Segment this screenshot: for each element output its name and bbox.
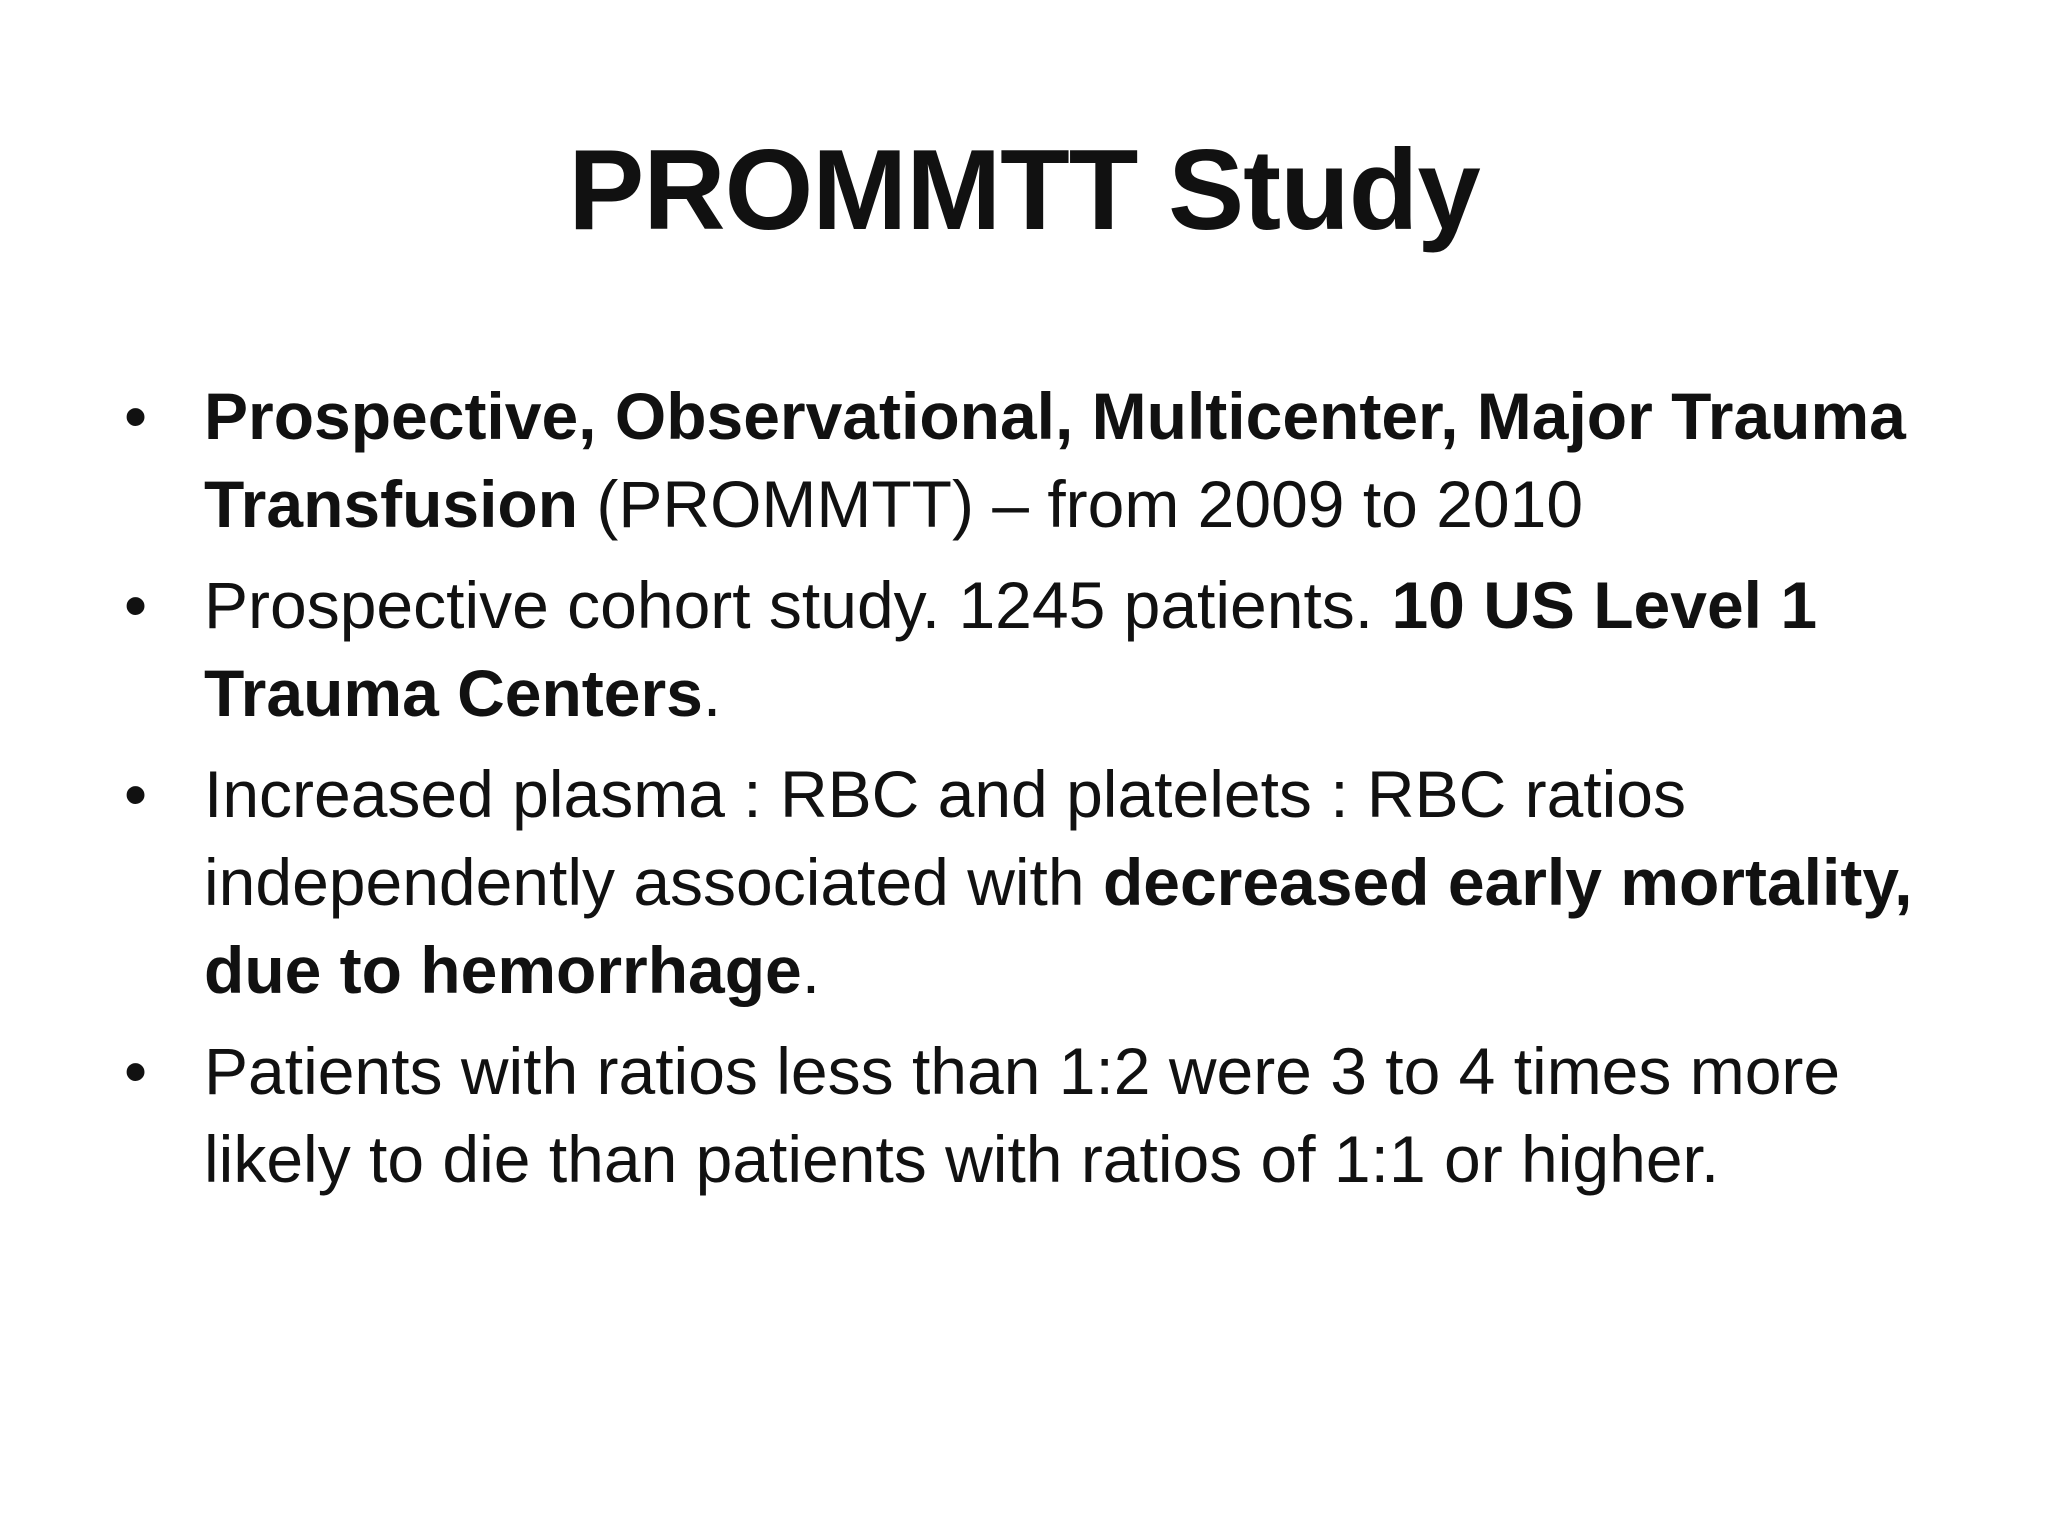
bullet-list: [118, 372, 1948, 1216]
bullet-text: (PROMMTT) – from 2009 to 2010: [578, 467, 1584, 541]
bullet-icon: •: [124, 568, 148, 642]
bullet-item: [118, 561, 1948, 737]
bullet-text-bold: 10 US Level 1 Trauma Centers: [204, 568, 1818, 730]
slide-title: PROMMTT Study: [568, 127, 1480, 254]
bullet-text: Prospective cohort study. 1245 patients.: [204, 568, 1392, 642]
bullet-item: [118, 1027, 1948, 1203]
bullet-text: Patients with ratios less than 1:2 were 3 to 4 times more likely to die than patients with ratios of 1:1 or higher.: [204, 1034, 1841, 1196]
bullet-icon: •: [124, 757, 148, 831]
bullet-text-bold: Prospective, Observational, Multicenter, Major Trauma Transfusion: [204, 379, 1906, 541]
bullet-text-bold: decreased early mortality, due to hemorrhage: [204, 845, 1913, 1007]
bullet-icon: •: [124, 379, 148, 453]
bullet-item: [118, 372, 1948, 548]
bullet-text: .: [702, 656, 722, 730]
bullet-item: [118, 750, 1948, 1014]
bullet-text: Increased plasma : RBC and platelets : RBC ratios independently associated with: [204, 757, 1687, 919]
bullet-text: .: [801, 933, 821, 1007]
bullet-icon: •: [124, 1034, 148, 1108]
